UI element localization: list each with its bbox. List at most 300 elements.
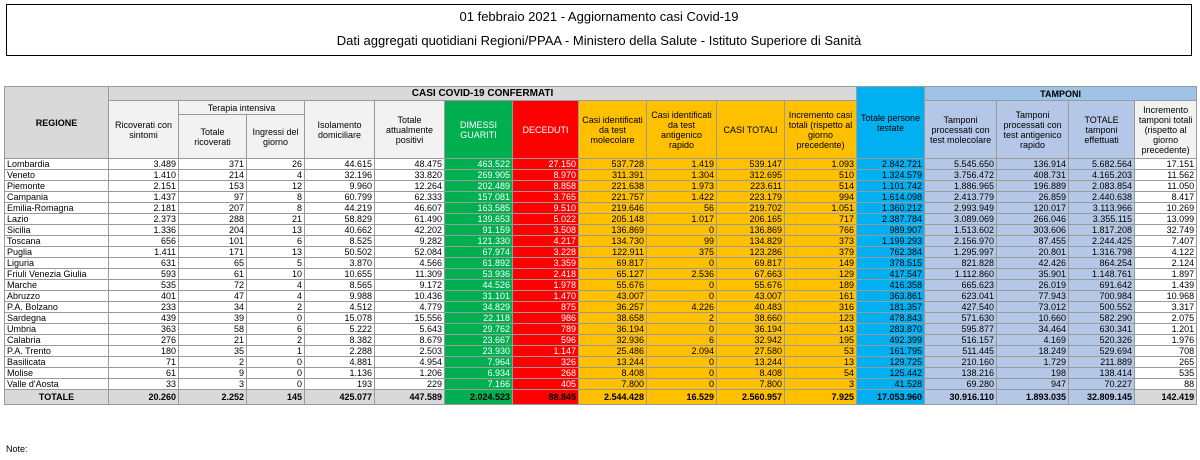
data-cell: 101	[179, 236, 247, 247]
data-cell: 623.041	[925, 291, 997, 302]
data-cell: 134.730	[579, 236, 647, 247]
header-test-antigenico: Casi identificati da test antigenico rapido	[647, 101, 717, 159]
data-cell: 463.522	[445, 159, 513, 170]
covid-table	[4, 86, 1197, 405]
data-cell: 9	[179, 368, 247, 379]
data-cell: 2	[647, 313, 717, 324]
data-cell: 56	[647, 203, 717, 214]
data-cell: 25.486	[579, 346, 647, 357]
total-cell: 20.260	[109, 390, 179, 405]
region-name-cell: Molise	[5, 368, 109, 379]
data-cell: 12	[247, 181, 305, 192]
data-cell: 2.181	[109, 203, 179, 214]
data-cell: 1.437	[109, 192, 179, 203]
region-name-cell: Toscana	[5, 236, 109, 247]
data-cell: 161	[785, 291, 857, 302]
data-cell: 2.288	[305, 346, 375, 357]
data-cell: 303.606	[997, 225, 1069, 236]
data-cell: 180	[109, 346, 179, 357]
data-cell: 7.407	[1135, 236, 1197, 247]
data-cell: 65.127	[579, 269, 647, 280]
table-row	[5, 335, 1197, 346]
data-cell: 1.336	[109, 225, 179, 236]
data-cell: 219.646	[579, 203, 647, 214]
data-cell: 700.984	[1069, 291, 1135, 302]
data-cell: 6.934	[445, 368, 513, 379]
data-cell: 1.051	[785, 203, 857, 214]
data-cell: 1.360.212	[857, 203, 925, 214]
data-cell: 205.148	[579, 214, 647, 225]
data-cell: 62.333	[375, 192, 445, 203]
data-cell: 5.545.650	[925, 159, 997, 170]
data-cell: 1.897	[1135, 269, 1197, 280]
data-cell: 7.964	[445, 357, 513, 368]
header-incremento-casi: Incremento casi totali (rispetto al giorno precedente)	[785, 101, 857, 159]
data-cell: 0	[647, 357, 717, 368]
data-cell: 2	[247, 302, 305, 313]
data-cell: 157.081	[445, 192, 513, 203]
data-cell: 9.960	[305, 181, 375, 192]
data-cell: 8	[247, 203, 305, 214]
header-terapia-intensiva: Terapia intensiva	[179, 101, 305, 115]
data-cell: 8.408	[717, 368, 785, 379]
total-cell: 16.529	[647, 390, 717, 405]
data-cell: 1.136	[305, 368, 375, 379]
data-cell: 0	[247, 313, 305, 324]
table-row	[5, 192, 1197, 203]
note-label: Note:	[6, 444, 28, 454]
data-cell: 47	[179, 291, 247, 302]
header-totale-ricoverati: Totale ricoverati	[179, 115, 247, 159]
data-cell: 52.084	[375, 247, 445, 258]
header-casi-totali: CASI TOTALI	[717, 101, 785, 159]
data-cell: 2.536	[647, 269, 717, 280]
data-cell: 0	[247, 379, 305, 390]
total-cell: 7.925	[785, 390, 857, 405]
data-cell: 40.662	[305, 225, 375, 236]
data-cell: 535	[109, 280, 179, 291]
data-cell: 210.160	[925, 357, 997, 368]
data-cell: 0	[647, 379, 717, 390]
data-cell: 2.094	[647, 346, 717, 357]
data-cell: 233	[109, 302, 179, 313]
data-cell: 6	[247, 324, 305, 335]
data-cell: 5	[247, 258, 305, 269]
data-cell: 3	[785, 379, 857, 390]
data-cell: 2.413.779	[925, 192, 997, 203]
data-cell: 196.889	[997, 181, 1069, 192]
data-cell: 138.414	[1069, 368, 1135, 379]
data-cell: 0	[647, 225, 717, 236]
region-name-cell: P.A. Trento	[5, 346, 109, 357]
data-cell: 994	[785, 192, 857, 203]
data-cell: 61.892	[445, 258, 513, 269]
data-cell: 136.869	[579, 225, 647, 236]
data-cell: 3	[179, 379, 247, 390]
data-cell: 44.526	[445, 280, 513, 291]
data-cell: 2.418	[513, 269, 579, 280]
data-cell: 9.172	[375, 280, 445, 291]
total-cell: 32.809.145	[1069, 390, 1135, 405]
data-cell: 630.341	[1069, 324, 1135, 335]
data-cell: 1	[247, 346, 305, 357]
data-cell: 1.295.997	[925, 247, 997, 258]
data-cell: 8.565	[305, 280, 375, 291]
data-cell: 195	[785, 335, 857, 346]
data-cell: 55.676	[579, 280, 647, 291]
table-row	[5, 302, 1197, 313]
data-cell: 1.978	[513, 280, 579, 291]
data-cell: 139.653	[445, 214, 513, 225]
data-cell: 1.324.579	[857, 170, 925, 181]
data-cell: 23.930	[445, 346, 513, 357]
data-cell: 535	[1135, 368, 1197, 379]
data-cell: 375	[647, 247, 717, 258]
region-name-cell: Umbria	[5, 324, 109, 335]
data-cell: 717	[785, 214, 857, 225]
data-cell: 2.083.854	[1069, 181, 1135, 192]
data-cell: 363	[109, 324, 179, 335]
data-cell: 2.156.970	[925, 236, 997, 247]
data-cell: 11.050	[1135, 181, 1197, 192]
total-cell: 145	[247, 390, 305, 405]
data-cell: 401	[109, 291, 179, 302]
region-name-cell: Campania	[5, 192, 109, 203]
data-cell: 656	[109, 236, 179, 247]
data-cell: 708	[1135, 346, 1197, 357]
data-cell: 520.326	[1069, 335, 1135, 346]
table-row	[5, 258, 1197, 269]
data-cell: 2.075	[1135, 313, 1197, 324]
data-cell: 97	[179, 192, 247, 203]
header-isolamento: Isolamento domiciliare	[305, 101, 375, 159]
data-cell: 373	[785, 236, 857, 247]
data-cell: 43.007	[579, 291, 647, 302]
data-cell: 13	[247, 247, 305, 258]
data-cell: 13.099	[1135, 214, 1197, 225]
table-row	[5, 357, 1197, 368]
data-cell: 5.682.564	[1069, 159, 1135, 170]
total-cell: 17.053.960	[857, 390, 925, 405]
data-cell: 21	[179, 335, 247, 346]
data-cell: 73.012	[997, 302, 1069, 313]
data-cell: 10.436	[375, 291, 445, 302]
data-cell: 2.993.949	[925, 203, 997, 214]
data-cell: 0	[647, 368, 717, 379]
data-cell: 0	[247, 357, 305, 368]
data-cell: 42.426	[997, 258, 1069, 269]
data-cell: 3.870	[305, 258, 375, 269]
data-cell: 1.199.293	[857, 236, 925, 247]
total-cell: 2.544.428	[579, 390, 647, 405]
data-cell: 1.411	[109, 247, 179, 258]
data-cell: 363.861	[857, 291, 925, 302]
data-cell: 2.124	[1135, 258, 1197, 269]
data-cell: 417.547	[857, 269, 925, 280]
data-cell: 53	[785, 346, 857, 357]
data-cell: 4.122	[1135, 247, 1197, 258]
data-cell: 2.842.721	[857, 159, 925, 170]
data-cell: 1.410	[109, 170, 179, 181]
data-cell: 44.219	[305, 203, 375, 214]
data-cell: 4.217	[513, 236, 579, 247]
data-cell: 50.502	[305, 247, 375, 258]
data-cell: 631	[109, 258, 179, 269]
data-cell: 1.422	[647, 192, 717, 203]
header-deceduti: DECEDUTI	[513, 101, 579, 159]
table-row	[5, 379, 1197, 390]
region-name-cell: Sicilia	[5, 225, 109, 236]
header-tamponi-molecolare: Tamponi processati con test molecolare	[925, 101, 997, 159]
data-cell: 511.445	[925, 346, 997, 357]
data-cell: 4.779	[375, 302, 445, 313]
data-cell: 67.663	[717, 269, 785, 280]
data-cell: 8.417	[1135, 192, 1197, 203]
data-cell: 1.206	[375, 368, 445, 379]
region-name-cell: Liguria	[5, 258, 109, 269]
data-cell: 44.615	[305, 159, 375, 170]
data-cell: 596	[513, 335, 579, 346]
table-row	[5, 280, 1197, 291]
region-name-cell: Basilicata	[5, 357, 109, 368]
header-attualmente-positivi: Totale attualmente positivi	[375, 101, 445, 159]
data-cell: 2	[247, 335, 305, 346]
table-row	[5, 324, 1197, 335]
data-cell: 161.795	[857, 346, 925, 357]
region-name-cell: Emilia-Romagna	[5, 203, 109, 214]
data-cell: 875	[513, 302, 579, 313]
data-cell: 13	[247, 225, 305, 236]
data-cell: 2.440.638	[1069, 192, 1135, 203]
data-cell: 288	[179, 214, 247, 225]
data-cell: 60.799	[305, 192, 375, 203]
data-cell: 427.540	[925, 302, 997, 313]
table-row	[5, 269, 1197, 280]
data-cell: 1.147	[513, 346, 579, 357]
data-cell: 143	[785, 324, 857, 335]
data-cell: 20.801	[997, 247, 1069, 258]
data-cell: 9.282	[375, 236, 445, 247]
data-cell: 4.881	[305, 357, 375, 368]
header-totale-tamponi: TOTALE tamponi effettuati	[1069, 101, 1135, 159]
data-cell: 35.901	[997, 269, 1069, 280]
data-cell: 4.226	[647, 302, 717, 313]
table-row	[5, 181, 1197, 192]
table-body	[5, 159, 1197, 405]
data-cell: 48.475	[375, 159, 445, 170]
data-cell: 91.159	[445, 225, 513, 236]
data-cell: 3.508	[513, 225, 579, 236]
data-cell: 32.196	[305, 170, 375, 181]
data-cell: 70.227	[1069, 379, 1135, 390]
region-name-cell: Friuli Venezia Giulia	[5, 269, 109, 280]
data-cell: 378.515	[857, 258, 925, 269]
total-cell: 88.845	[513, 390, 579, 405]
data-cell: 123.286	[717, 247, 785, 258]
data-cell: 10.655	[305, 269, 375, 280]
data-cell: 1.304	[647, 170, 717, 181]
data-cell: 33.820	[375, 170, 445, 181]
data-cell: 4.566	[375, 258, 445, 269]
data-cell: 69.817	[717, 258, 785, 269]
data-cell: 0	[647, 324, 717, 335]
data-cell: 211.889	[1069, 357, 1135, 368]
data-cell: 571.630	[925, 313, 997, 324]
data-cell: 163.585	[445, 203, 513, 214]
data-cell: 221.638	[579, 181, 647, 192]
data-cell: 36.257	[579, 302, 647, 313]
region-name-cell: Abruzzo	[5, 291, 109, 302]
data-cell: 2.244.425	[1069, 236, 1135, 247]
data-cell: 72	[179, 280, 247, 291]
data-cell: 149	[785, 258, 857, 269]
data-cell: 408.731	[997, 170, 1069, 181]
data-cell: 283.870	[857, 324, 925, 335]
data-cell: 9.510	[513, 203, 579, 214]
data-cell: 1.614.098	[857, 192, 925, 203]
region-name-cell: Valle d'Aosta	[5, 379, 109, 390]
data-cell: 58.829	[305, 214, 375, 225]
data-cell: 539.147	[717, 159, 785, 170]
data-cell: 0	[247, 368, 305, 379]
data-cell: 55.676	[717, 280, 785, 291]
data-cell: 136.914	[997, 159, 1069, 170]
data-cell: 36.194	[579, 324, 647, 335]
data-cell: 125.442	[857, 368, 925, 379]
data-cell: 123	[785, 313, 857, 324]
data-cell: 947	[997, 379, 1069, 390]
data-cell: 7.166	[445, 379, 513, 390]
data-cell: 265	[1135, 357, 1197, 368]
data-cell: 1.101.742	[857, 181, 925, 192]
data-cell: 61	[109, 368, 179, 379]
table-row	[5, 159, 1197, 170]
total-cell: 1.893.035	[997, 390, 1069, 405]
header-group-tamponi: TAMPONI	[925, 87, 1197, 101]
table-row	[5, 346, 1197, 357]
data-cell: 26	[247, 159, 305, 170]
data-cell: 13.244	[717, 357, 785, 368]
data-cell: 4.954	[375, 357, 445, 368]
data-cell: 69.817	[579, 258, 647, 269]
data-cell: 1.470	[513, 291, 579, 302]
data-cell: 27.150	[513, 159, 579, 170]
data-cell: 193	[305, 379, 375, 390]
data-cell: 77.943	[997, 291, 1069, 302]
data-cell: 1.729	[997, 357, 1069, 368]
region-name-cell: Veneto	[5, 170, 109, 181]
data-cell: 15.556	[375, 313, 445, 324]
data-cell: 3.228	[513, 247, 579, 258]
data-cell: 3.089.069	[925, 214, 997, 225]
data-cell: 32.936	[579, 335, 647, 346]
data-cell: 13.244	[579, 357, 647, 368]
data-cell: 1.201	[1135, 324, 1197, 335]
data-cell: 41.528	[857, 379, 925, 390]
data-cell: 43.007	[717, 291, 785, 302]
data-cell: 10.269	[1135, 203, 1197, 214]
data-cell: 71	[109, 357, 179, 368]
table-row	[5, 170, 1197, 181]
data-cell: 276	[109, 335, 179, 346]
data-cell: 371	[179, 159, 247, 170]
data-cell: 2.373	[109, 214, 179, 225]
data-cell: 691.642	[1069, 280, 1135, 291]
table-row	[5, 203, 1197, 214]
header-regione: REGIONE	[5, 87, 109, 159]
data-cell: 478.843	[857, 313, 925, 324]
region-name-cell: Lombardia	[5, 159, 109, 170]
header-tamponi-antigenico: Tamponi processati con test antigenico rapido	[997, 101, 1069, 159]
header-dimessi: DIMESSI GUARITI	[445, 101, 513, 159]
data-cell: 46.607	[375, 203, 445, 214]
data-cell: 4	[247, 291, 305, 302]
data-cell: 34.829	[445, 302, 513, 313]
total-cell: 2.024.523	[445, 390, 513, 405]
total-cell: 30.916.110	[925, 390, 997, 405]
data-cell: 129.725	[857, 357, 925, 368]
data-cell: 665.623	[925, 280, 997, 291]
data-cell: 219.702	[717, 203, 785, 214]
data-cell: 221.757	[579, 192, 647, 203]
data-cell: 762.384	[857, 247, 925, 258]
data-cell: 10.660	[997, 313, 1069, 324]
data-cell: 4	[247, 280, 305, 291]
data-cell: 88	[1135, 379, 1197, 390]
data-cell: 595.877	[925, 324, 997, 335]
data-cell: 5.022	[513, 214, 579, 225]
data-cell: 198	[997, 368, 1069, 379]
region-name-cell: Lazio	[5, 214, 109, 225]
data-cell: 1.817.208	[1069, 225, 1135, 236]
data-cell: 3.765	[513, 192, 579, 203]
data-cell: 21	[247, 214, 305, 225]
header-ingressi: Ingressi del giorno	[247, 115, 305, 159]
data-cell: 3.756.472	[925, 170, 997, 181]
data-cell: 1.886.965	[925, 181, 997, 192]
data-cell: 266.046	[997, 214, 1069, 225]
data-cell: 8.525	[305, 236, 375, 247]
data-cell: 17.151	[1135, 159, 1197, 170]
data-cell: 821.828	[925, 258, 997, 269]
data-cell: 7.800	[579, 379, 647, 390]
data-cell: 8.858	[513, 181, 579, 192]
data-cell: 514	[785, 181, 857, 192]
data-cell: 1.112.860	[925, 269, 997, 280]
report-subtitle: Dati aggregati quotidiani Regioni/PPAA - Ministero della Salute - Istituto Superiore di Sanità	[336, 33, 862, 48]
data-cell: 40.483	[717, 302, 785, 313]
data-cell: 3.113.966	[1069, 203, 1135, 214]
total-row	[5, 390, 1197, 405]
data-cell: 989.907	[857, 225, 925, 236]
data-cell: 1.439	[1135, 280, 1197, 291]
data-cell: 13	[785, 357, 857, 368]
region-name-cell: Calabria	[5, 335, 109, 346]
header-incremento-tamponi: Incremento tamponi totali (rispetto al giorno precedente)	[1135, 101, 1197, 159]
data-cell: 31.101	[445, 291, 513, 302]
data-cell: 1.093	[785, 159, 857, 170]
data-cell: 326	[513, 357, 579, 368]
data-cell: 582.290	[1069, 313, 1135, 324]
data-cell: 33	[109, 379, 179, 390]
data-cell: 379	[785, 247, 857, 258]
data-cell: 2.503	[375, 346, 445, 357]
data-cell: 69.280	[925, 379, 997, 390]
data-cell: 18.249	[997, 346, 1069, 357]
data-cell: 0	[647, 280, 717, 291]
table-row	[5, 247, 1197, 258]
region-name-cell: Sardegna	[5, 313, 109, 324]
